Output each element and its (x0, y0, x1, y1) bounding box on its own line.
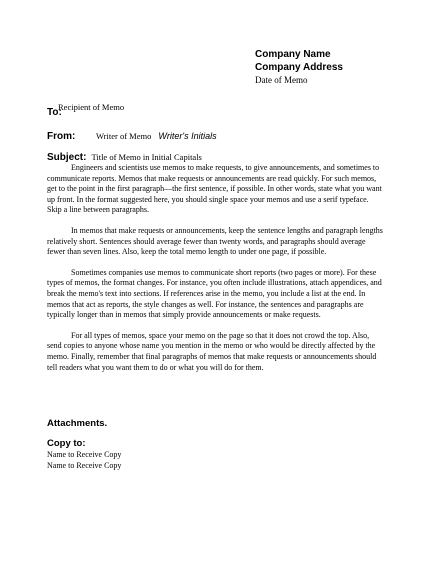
company-name: Company Name (255, 49, 331, 60)
body-paragraph: For all types of memos, space your memo on the page so that it does not crowd the top. Also, send copies to anyone whose name you mention in the memo or who would be directly affected by the memo. Finally, remember that final paragraphs of memos that make requests or announcements should tell readers what you want them to do or what you will do for them. (47, 330, 377, 372)
company-address: Company Address (255, 62, 343, 73)
to-value: Recipient of Memo (58, 102, 125, 112)
subject-label: Subject: (47, 152, 87, 163)
from-label: From: (47, 131, 76, 142)
from-line (47, 126, 217, 144)
copy-recipient: Name to Receive Copy (47, 460, 122, 470)
memo-date: Date of Memo (255, 75, 308, 85)
body-paragraph: Engineers and scientists use memos to make requests, to give announcements, and sometimes to communicate reports. Memos that make requests or announcements are read quickly. For such memos, get to the point in the first paragraph—the first sentence, if possible. In other words, state what you want up front. In the format suggested here, you should single space your memos and use a serif typeface. Skip a line between paragraphs. (47, 163, 382, 215)
to-line (47, 102, 125, 120)
copy-to-block (47, 438, 121, 471)
from-initials: Writer's Initials (158, 131, 217, 141)
body-paragraph: Sometimes companies use memos to communicate short reports (two pages or more). For these types of memos, the format changes. For instance, you often include illustrations, attach appendices, and break the memo's text into sections. If references arise in the memo, you include a list at the end. In memos that act as reports, the style changes as well. For instance, the sentences and paragraphs are typically longer than in memos that simply provide announcements or make requests. (47, 267, 382, 320)
body-paragraph: In memos that make requests or announcements, keep the sentence lengths and paragraph lengths relatively short. Sentences should average fewer than twenty words, and paragraphs should average fewer than seven lines. Also, keep the total memo length to under one page, if possible. (47, 225, 383, 257)
to-label: To: (47, 107, 62, 118)
from-value: Writer of Memo (96, 131, 152, 141)
copy-recipient: Name to Receive Copy (47, 450, 122, 459)
memo-body (47, 163, 383, 383)
company-block (255, 48, 343, 86)
subject-value: Title of Memo in Initial Capitals (91, 152, 202, 162)
attachments-heading: Attachments. (47, 418, 108, 429)
copy-to-label: Copy to: (47, 438, 86, 449)
